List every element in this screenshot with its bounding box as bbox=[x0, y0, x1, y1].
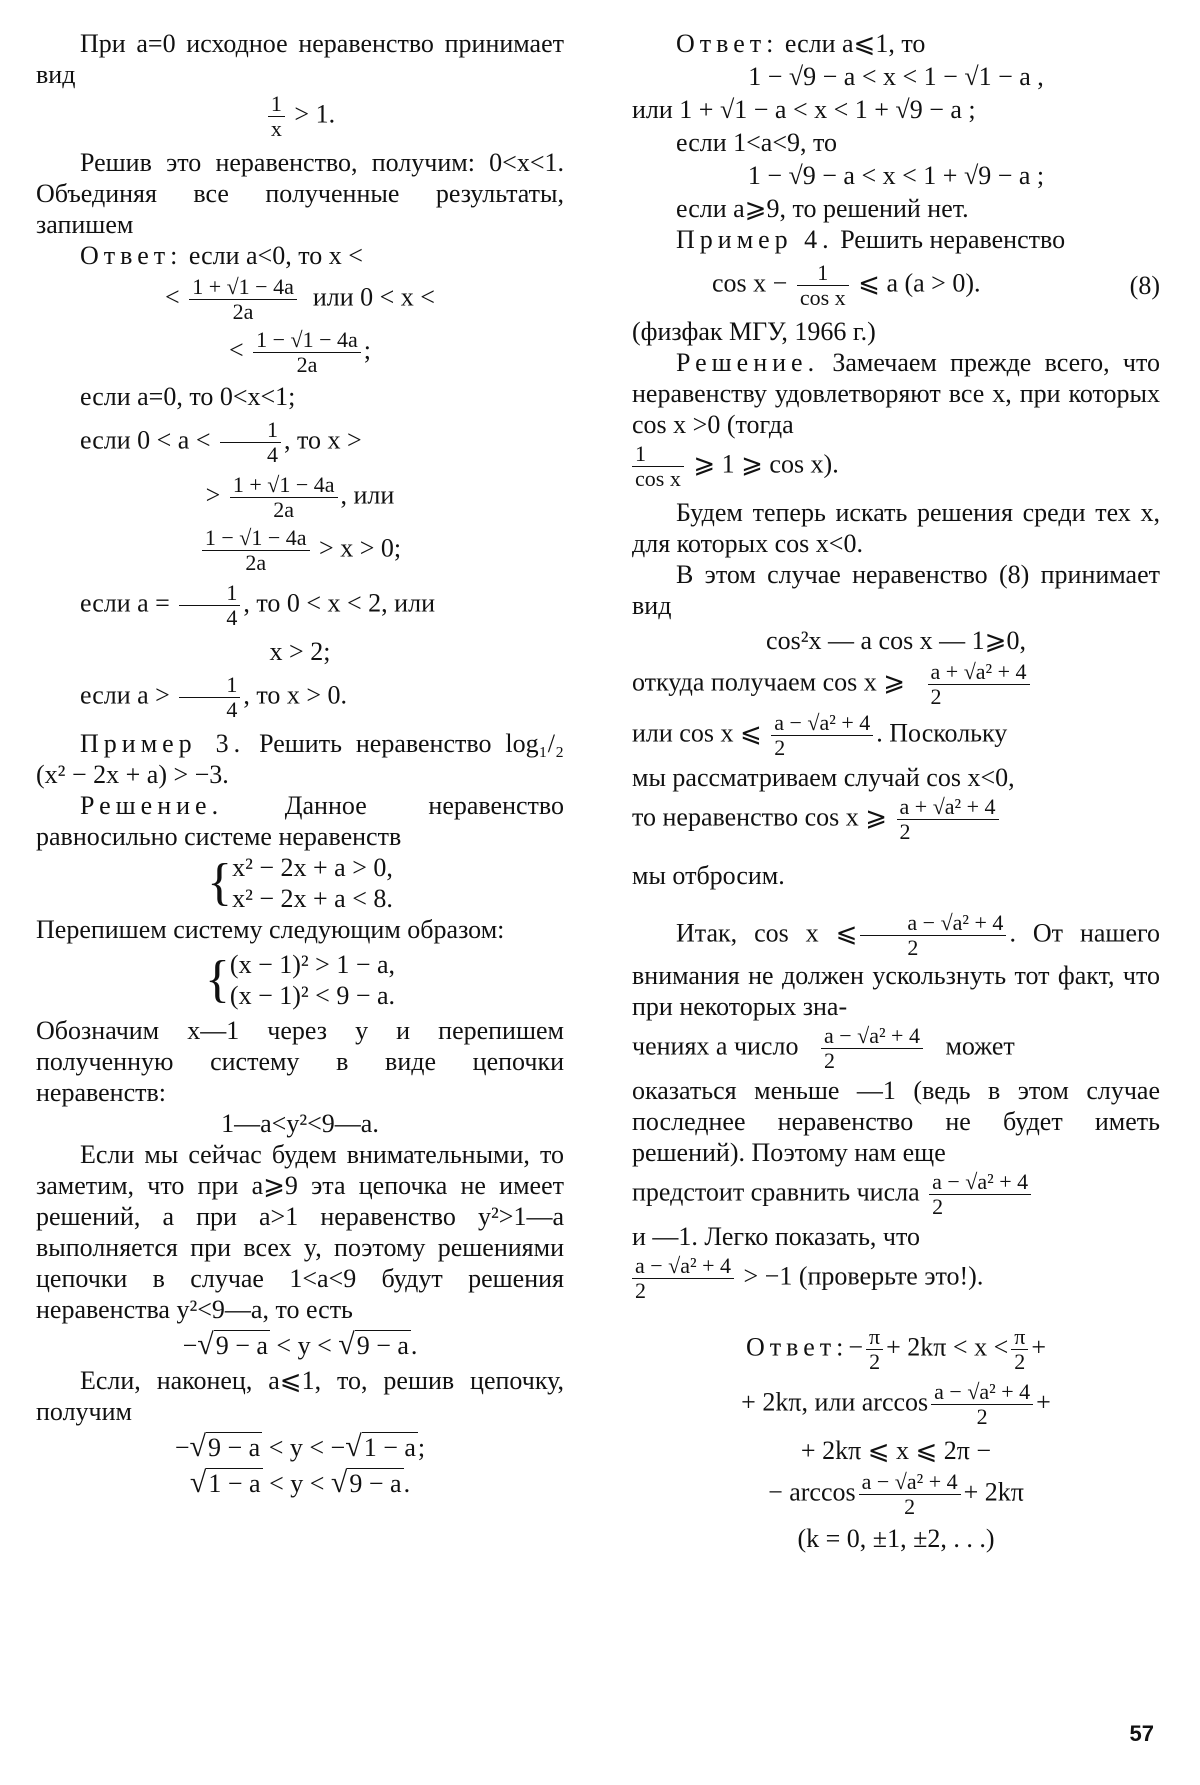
fraction: $\frac{\text{a + √a² + 4}}{2}$ bbox=[928, 660, 1030, 709]
answer-line-10: если a > $\frac{1}{4}$ , то x > 0. bbox=[80, 672, 348, 722]
answer-line-2: < $\frac{1 + √1 - 4a}{2a}$ или 0 < x < bbox=[165, 274, 435, 324]
paragraph-solve: Решив это неравенство, получим: 0<x<1. Объединяя все полученные результаты, запишем bbox=[36, 148, 564, 239]
answer-line-5: если 0 < a < $\frac{1}{4}$ , то x > bbox=[80, 417, 362, 467]
answer-3-heading: Ответ: если a⩽1, то bbox=[676, 29, 926, 58]
fraction: $\frac{\text{a − √a² + 4}}{2}$ bbox=[860, 911, 1006, 960]
right-column bbox=[632, 28, 1160, 1554]
fraction: $\frac{1 - √1 - 4a}{2a}$ bbox=[202, 526, 310, 575]
fraction: $\frac{1 - √1 - 4a}{2a}$ bbox=[253, 328, 361, 377]
number-line: чениях a число $\frac{\text{a − √a² + 4}}{2}$ может bbox=[632, 1023, 1015, 1073]
quadratic-inequality: cos²x — a cos x — 1⩾0, bbox=[766, 626, 1026, 655]
paragraph-a-zero: При a=0 исходное неравенство принимает вид bbox=[36, 29, 564, 89]
left-column bbox=[36, 28, 564, 1499]
fraction: $\frac{\text{a − √a² + 4}}{2}$ bbox=[931, 1380, 1033, 1429]
easy-show: и —1. Легко показать, что bbox=[632, 1222, 921, 1251]
example-4-heading: Пример 4. Решить неравенство bbox=[676, 225, 1066, 254]
page-number: 57 bbox=[1129, 1721, 1154, 1746]
compare-line: предстоит сравнить числа $\frac{\text{a − √a² + 4}}{2}$ bbox=[632, 1170, 1160, 1219]
fraction: $\frac{1 + √1 - 4a}{2a}$ bbox=[189, 275, 297, 324]
interval-y: −√9 − a < y < √9 − a. bbox=[182, 1328, 418, 1361]
radical: √9 − a bbox=[189, 1430, 261, 1463]
answer-3-line-4: 1 − √9 − a < x < 1 + √9 − a ; bbox=[747, 161, 1045, 190]
paragraph-less: оказаться меньше —1 (ведь в этом случае последнее неравенство не будет иметь решений). Поэтому нам еще bbox=[632, 1076, 1160, 1167]
paragraph-substitute: Обозначим x—1 через y и перепишем полученную систему в виде цепочки неравенств: bbox=[36, 1016, 564, 1107]
answer-4-line-1: Ответ:− $\frac{\pi}{2}$ + 2kπ < x < $\frac{\pi}{2}$ + bbox=[745, 1324, 1047, 1374]
discard-end: мы отбросим. bbox=[632, 861, 785, 890]
answer-line-4: если a=0, то 0<x<1; bbox=[80, 382, 296, 411]
answer-line-1: Ответ: если a<0, то x < bbox=[80, 241, 363, 270]
paragraph-case: В этом случае неравенство (8) принимает вид bbox=[632, 560, 1160, 620]
fraction: $\frac{1}{\text{cos x}}$ bbox=[797, 261, 849, 310]
answer-3-line-3: если 1<a<9, то bbox=[676, 128, 838, 157]
radical: √9 − a bbox=[197, 1328, 268, 1361]
fraction: $\frac{\text{a − √a² + 4}}{2}$ bbox=[859, 1470, 961, 1519]
case-line: мы рассматриваем случай cos x<0, bbox=[632, 763, 1015, 792]
answer-4-line-3: + 2kπ ⩽ x ⩽ 2π − bbox=[800, 1436, 992, 1465]
answer-line-7: $\frac{1 - √1 - 4a}{2a}$ > x > 0; bbox=[36, 526, 564, 575]
answer-4-line-4: − arccos $\frac{\text{a − √a² + 4}}{2}$ + 2kπ bbox=[768, 1469, 1024, 1519]
check-line: $\frac{\text{a − √a² + 4}}{2}$ > −1 (проверьте это!). bbox=[632, 1254, 1160, 1303]
answer-line-8: если a = $\frac{1}{4}$ , то 0 < x < 2, или bbox=[80, 580, 435, 630]
fraction: $\frac{1}{4}$ bbox=[179, 581, 240, 630]
solution-4-intro: Решение. Замечаем прежде всего, что неравенству удовлетворяют все x, при которых cos x >0 (тогда bbox=[632, 348, 1160, 439]
interval-y-2: √1 − a < y < √9 − a. bbox=[189, 1466, 411, 1499]
fraction: $\frac{1}{\text{cos x}}$ bbox=[632, 442, 684, 491]
brace-glyph: { bbox=[204, 951, 230, 1008]
fraction: $\frac{\text{a − √a² + 4}}{2}$ bbox=[632, 1254, 734, 1303]
example-3-heading: Пример 3. Решить неравенство log₁/₂ (x² − 2x + a) > −3. bbox=[36, 729, 565, 789]
formula-one-over-x: $\frac{1}{x}$ > 1. bbox=[36, 92, 564, 141]
inequality-8: cos x − $\frac{1}{\text{cos x}}$ ⩽ a (a > 0). (8) bbox=[712, 260, 1160, 310]
fraction: $\frac{1}{4}$ bbox=[220, 418, 281, 467]
answer-3-line-5: если a⩾9, то решений нет. bbox=[676, 194, 969, 223]
answer-line-9: x > 2; bbox=[269, 637, 331, 666]
brace-glyph: { bbox=[207, 854, 233, 911]
paragraph-so: Итак, cos x ⩽ $\frac{\text{a − √a² + 4}}{2}$ . От нашего внимания не должен ускользнуть тот факт, что при некоторых зна- bbox=[632, 910, 1161, 1021]
solution-3-intro: Решение. Данное неравенство равносильно системе неравенств bbox=[36, 791, 564, 851]
fraction: $\frac{\text{a + √a² + 4}}{2}$ bbox=[897, 795, 999, 844]
fraction: $\frac{1}{4}$ bbox=[179, 673, 240, 722]
answer-3-line-1: 1 − √9 − a < x < 1 − √1 − a , bbox=[748, 62, 1044, 91]
radical: √1 − a bbox=[345, 1430, 416, 1463]
source-note: (физфак МГУ, 1966 г.) bbox=[632, 317, 876, 346]
fraction: $\frac{1 + √1 - 4a}{2a}$ bbox=[230, 473, 338, 522]
system-1: { x² − 2x + a > 0, x² − 2x + a < 8. bbox=[207, 853, 393, 913]
answer-line-6: > $\frac{1 + √1 - 4a}{2a}$ , или bbox=[205, 472, 395, 522]
fraction: $\frac{\text{a − √a² + 4}}{2}$ bbox=[771, 711, 873, 760]
paragraph-rewrite: Перепишем систему следующим образом: bbox=[36, 915, 505, 944]
radical: √9 − a bbox=[330, 1466, 402, 1499]
fraction: $\frac{1}{x}$ bbox=[268, 92, 285, 141]
discard-line: то неравенство cos x ⩾ $\frac{\text{a + √a² + 4}}{2}$ bbox=[632, 795, 1160, 844]
paragraph-search: Будем теперь искать решения среди тех x, для которых cos x<0. bbox=[632, 498, 1160, 558]
condition-line: $\frac{1}{\text{cos x}}$ ⩾ 1 ⩾ cos x). bbox=[632, 442, 1160, 491]
interval-y-1: −√9 − a < y < −√1 − a; bbox=[174, 1430, 426, 1463]
answer-line-3: < $\frac{1 - √1 - 4a}{2a}$ ; bbox=[228, 327, 372, 377]
answer-3-line-2: или 1 + √1 − a < x < 1 + √9 − a ; bbox=[632, 95, 976, 124]
fraction: $\frac{\pi}{2}$ bbox=[1011, 1325, 1028, 1374]
answer-4-line-5: (k = 0, ±1, ±2, . . .) bbox=[797, 1524, 995, 1553]
chain-inequality: 1—a<y²<9—a. bbox=[221, 1109, 379, 1138]
radical: √1 − a bbox=[189, 1466, 261, 1499]
system-2: { (x − 1)² > 1 − a, (x − 1)² < 9 − a. bbox=[204, 950, 396, 1010]
fraction: $\frac{\text{a − √a² + 4}}{2}$ bbox=[929, 1170, 1031, 1219]
derived-1: откуда получаем cos x ⩾ $\frac{\text{a + √a² + 4}}{2}$ bbox=[632, 660, 1160, 709]
answer-4-line-2: + 2kπ, или arccos $\frac{\text{a − √a² + 4}}{2}$ + bbox=[741, 1379, 1051, 1429]
paragraph-attentive: Если мы сейчас будем внимательными, то заметим, что при a⩾9 эта цепочка не имеет решений, а при a>1 неравенство y²>1—a выполняется при всех y, поэтому решениями цепочки в случае 1<a<9 будут решения неравенства y²<9—a, то есть bbox=[36, 1140, 564, 1324]
derived-2: или cos x ⩽ $\frac{\text{a − √a² + 4}}{2}$ . Поскольку bbox=[632, 710, 1008, 760]
fraction: $\frac{\pi}{2}$ bbox=[866, 1325, 883, 1374]
radical: √9 − a bbox=[338, 1328, 409, 1361]
paragraph-finally: Если, наконец, a⩽1, то, решив цепочку, получим bbox=[36, 1366, 564, 1426]
fraction: $\frac{\text{a − √a² + 4}}{2}$ bbox=[821, 1024, 923, 1073]
equation-tag: (8) bbox=[1129, 271, 1160, 300]
